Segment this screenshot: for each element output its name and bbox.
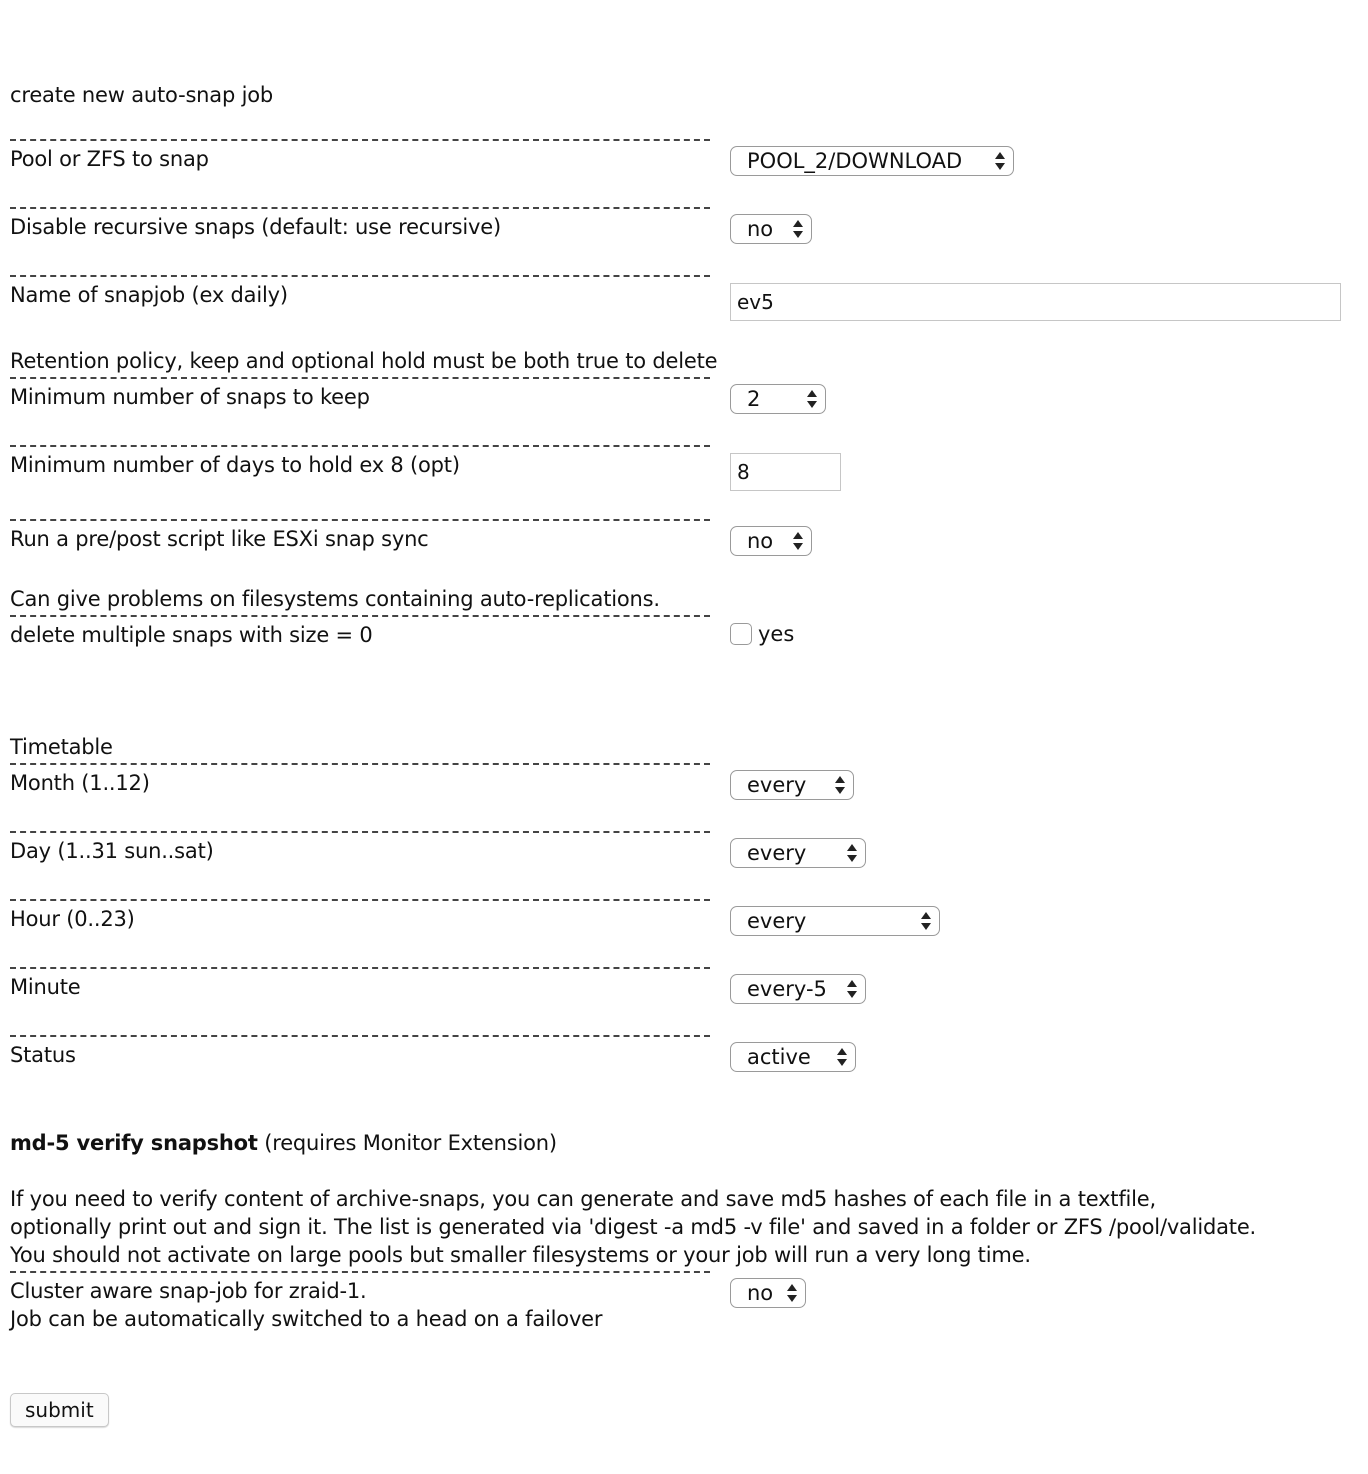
pool-label: Pool or ZFS to snap	[10, 147, 209, 171]
retention-note: Retention policy, keep and optional hold must be both true to delete	[10, 349, 718, 373]
status-label: Status	[10, 1043, 76, 1067]
divider	[10, 967, 710, 969]
snapjob-name-input[interactable]	[730, 283, 1341, 321]
delete-zero-checkbox[interactable]	[730, 623, 752, 645]
hour-value: every	[747, 909, 807, 933]
md5-desc-line1: If you need to verify content of archive-snaps, you can generate and save md5 hashes of each file in a textfile,	[10, 1187, 1157, 1211]
status-select[interactable]	[730, 1042, 856, 1072]
minute-value: every-5	[747, 977, 827, 1001]
minute-label: Minute	[10, 975, 81, 999]
disable-recursive-value: no	[747, 217, 774, 241]
min-days-label: Minimum number of days to hold ex 8 (opt)	[10, 453, 460, 477]
replication-note: Can give problems on filesystems containing auto-replications.	[10, 587, 660, 611]
prepost-select[interactable]	[730, 526, 812, 556]
md5-title-rest: (requires Monitor Extension)	[257, 1131, 557, 1155]
min-keep-value: 2	[747, 387, 761, 411]
select-arrows-icon	[846, 842, 858, 864]
delete-zero-label: delete multiple snaps with size = 0	[10, 623, 373, 647]
select-arrows-icon	[846, 978, 858, 1000]
select-arrows-icon	[834, 774, 846, 796]
select-arrows-icon	[806, 388, 818, 410]
select-arrows-icon	[920, 910, 932, 932]
cluster-label-line2: Job can be automatically switched to a head on a failover	[10, 1307, 603, 1331]
day-value: every	[747, 841, 807, 865]
page-title: create new auto-snap job	[10, 83, 273, 107]
select-arrows-icon	[792, 530, 804, 552]
status-value: active	[747, 1045, 811, 1069]
submit-button[interactable]: submit	[10, 1393, 109, 1427]
divider	[10, 275, 710, 277]
min-keep-select[interactable]	[730, 384, 826, 414]
cluster-label-line1: Cluster aware snap-job for zraid-1.	[10, 1279, 367, 1303]
min-keep-label: Minimum number of snaps to keep	[10, 385, 370, 409]
divider	[10, 615, 710, 617]
disable-recursive-label: Disable recursive snaps (default: use recursive)	[10, 215, 501, 239]
md5-title	[10, 1131, 557, 1155]
select-arrows-icon	[792, 218, 804, 240]
divider	[10, 1035, 710, 1037]
prepost-label: Run a pre/post script like ESXi snap sync	[10, 527, 429, 551]
divider	[10, 763, 710, 765]
cluster-value: no	[747, 1281, 774, 1305]
minute-select[interactable]	[730, 974, 866, 1004]
disable-recursive-select[interactable]	[730, 214, 812, 244]
divider	[10, 207, 710, 209]
divider	[10, 831, 710, 833]
md5-title-bold: md-5 verify snapshot	[10, 1131, 258, 1155]
snapjob-name-label: Name of snapjob (ex daily)	[10, 283, 288, 307]
month-value: every	[747, 773, 807, 797]
select-arrows-icon	[994, 150, 1006, 172]
select-arrows-icon	[786, 1282, 798, 1304]
hour-select[interactable]	[730, 906, 940, 936]
month-select[interactable]	[730, 770, 854, 800]
cluster-select[interactable]	[730, 1278, 806, 1308]
divider	[10, 899, 710, 901]
month-label: Month (1..12)	[10, 771, 150, 795]
pool-select-value: POOL_2/DOWNLOAD	[747, 149, 963, 173]
hour-label: Hour (0..23)	[10, 907, 135, 931]
day-label: Day (1..31 sun..sat)	[10, 839, 214, 863]
timetable-heading: Timetable	[10, 735, 113, 759]
divider	[10, 1271, 710, 1273]
min-days-input[interactable]	[730, 453, 841, 491]
delete-zero-checkbox-label: yes	[758, 622, 795, 646]
day-select[interactable]	[730, 838, 866, 868]
divider	[10, 519, 710, 521]
md5-desc-line2: optionally print out and sign it. The list is generated via 'digest -a md5 -v file' and saved in a folder or ZFS /pool/validate.	[10, 1215, 1257, 1239]
divider	[10, 445, 710, 447]
select-arrows-icon	[836, 1046, 848, 1068]
prepost-value: no	[747, 529, 774, 553]
divider	[10, 139, 710, 141]
divider	[10, 377, 710, 379]
md5-desc-line3: You should not activate on large pools but smaller filesystems or your job will run a very long time.	[10, 1243, 1031, 1267]
pool-select[interactable]	[730, 146, 1014, 176]
